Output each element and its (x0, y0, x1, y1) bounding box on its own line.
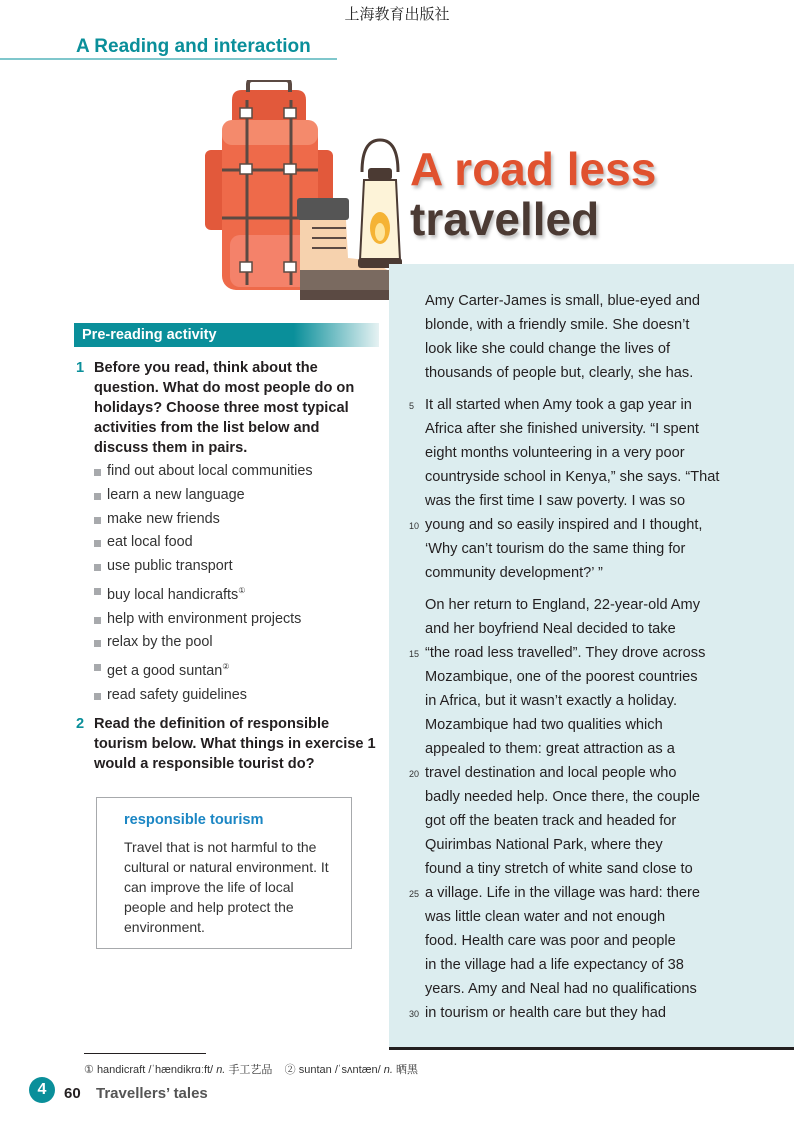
activity-text: relax by the pool (107, 634, 213, 651)
article-line: appealed to them: great attraction as a (425, 741, 675, 757)
article-line: ‘Why can’t tourism do the same thing for (425, 541, 686, 557)
article-line: Amy Carter-James is small, blue-eyed and (425, 293, 700, 309)
article-line: On her return to England, 22-year-old Amy (425, 597, 700, 613)
definition-text: Travel that is not harmful to the cultural or natural environment. It can improve the life of local people and help protect the environment. (124, 839, 329, 935)
article-paragraph (409, 593, 785, 1025)
activity-item (94, 631, 313, 655)
question-2 (76, 714, 376, 774)
article-line: in the village had a life expectancy of 38 (425, 957, 684, 973)
article-line: Mozambique, one of the poorest countries (425, 669, 698, 685)
article-line: Africa after she finished university. “I spent (425, 421, 699, 437)
article-line: eight months volunteering in a very poor (425, 445, 685, 461)
activity-text: read safety guidelines (107, 686, 247, 703)
line-number: 30 (409, 1009, 420, 1019)
article-line: thousands of people but, clearly, she has. (425, 365, 694, 381)
article-line: It all started when Amy took a gap year in 5 (425, 393, 785, 417)
story-bottom-rule (389, 1047, 794, 1050)
article-line: young and so easily inspired and I thought, 10 (425, 513, 785, 537)
article-line: look like she could change the lives of (425, 341, 671, 357)
footnote-2: ② suntan /ˈsʌntæn/ n. 晒黑 (284, 1064, 418, 1076)
activity-text: use public transport (107, 558, 233, 575)
activity-text: get a good suntan (107, 662, 223, 679)
footnote-mark: ① (238, 585, 246, 595)
article-line: was little clean water and not enough (425, 909, 666, 925)
article-line: countryside school in Kenya,” she says. “That (425, 469, 720, 485)
unit-title: Travellers’ tales (96, 1085, 208, 1102)
line-number: 25 (409, 889, 420, 899)
activity-item (94, 460, 313, 484)
article-line: blonde, with a friendly smile. She doesn’t (425, 317, 690, 333)
question-1-number: 1 (76, 360, 85, 376)
article-line: and her boyfriend Neal decided to take (425, 621, 676, 637)
article-line: Mozambique had two qualities which (425, 717, 663, 733)
footnotes (84, 1061, 418, 1077)
question-2-number: 2 (76, 716, 85, 732)
footnote-1: ① handicraft /ˈhændikrɑːft/ n. 手工艺品 (84, 1064, 273, 1076)
article-line: in tourism or health care but they had 30 (425, 1001, 785, 1025)
activity-text: eat local food (107, 534, 193, 551)
article-title (410, 144, 656, 244)
article-line: “the road less travelled”. They drove across 15 (425, 641, 785, 665)
article-line: was the first time I saw poverty. I was so (425, 493, 686, 509)
line-number: 5 (409, 401, 415, 411)
activity-item (94, 484, 313, 508)
activity-list (94, 460, 313, 708)
question-1-text: Before you read, think about the question. What do most people do on holidays? Choose three most typical activities from the list below and discuss them in pairs. (94, 360, 355, 456)
article-line: in Africa, but it wasn’t exactly a holiday. (425, 693, 677, 709)
activity-item (94, 655, 313, 684)
article-line: food. Health care was poor and people (425, 933, 676, 949)
definition-term: responsible tourism (124, 812, 264, 828)
publisher-header: 上海教育出版社 (344, 5, 450, 23)
activity-text: buy local handicrafts (107, 586, 239, 603)
article-line: community development?’ ” (425, 565, 603, 581)
activity-item (94, 508, 313, 532)
article-line: got off the beaten track and headed for (425, 813, 677, 829)
unit-number-badge: 4 (29, 1077, 55, 1103)
article-line: travel destination and local people who 20 (425, 761, 785, 785)
activity-text: find out about local communities (107, 463, 313, 479)
activity-item (94, 608, 313, 632)
activity-item (94, 531, 313, 555)
article-line: badly needed help. Once there, the couple (425, 789, 701, 805)
article-paragraph (409, 393, 785, 585)
article-body (409, 289, 785, 1033)
section-title: A Reading and interaction (76, 36, 311, 57)
article-line: Quirimbas National Park, where they (425, 837, 663, 853)
section-rule (0, 58, 337, 60)
article-paragraph (425, 289, 785, 385)
line-number: 10 (409, 521, 420, 531)
article-title-line1: A road less (410, 143, 657, 195)
pre-reading-heading: Pre-reading activity (74, 323, 379, 347)
activity-text: learn a new language (107, 486, 245, 503)
question-2-text: Read the definition of responsible tourism below. What things in exercise 1 would a responsible tourist do? (94, 716, 376, 772)
footnote-mark: ② (222, 662, 230, 672)
definition-box (96, 797, 352, 949)
question-1 (76, 358, 376, 458)
page-number: 60 (64, 1085, 81, 1102)
article-line: years. Amy and Neal had no qualifications (425, 981, 697, 997)
article-line: found a tiny stretch of white sand close to (425, 861, 693, 877)
line-number: 20 (409, 769, 420, 779)
lantern-illustration (358, 140, 402, 268)
article-line: a village. Life in the village was hard: there 25 (425, 881, 785, 905)
activity-item (94, 579, 313, 608)
activity-text: help with environment projects (107, 610, 302, 627)
activity-item (94, 684, 313, 708)
footnote-rule (84, 1053, 206, 1054)
article-title-line2: travelled (410, 193, 600, 245)
travel-illustration (200, 80, 410, 305)
activity-item (94, 555, 313, 579)
line-number: 15 (409, 649, 420, 659)
activity-text: make new friends (107, 510, 220, 527)
